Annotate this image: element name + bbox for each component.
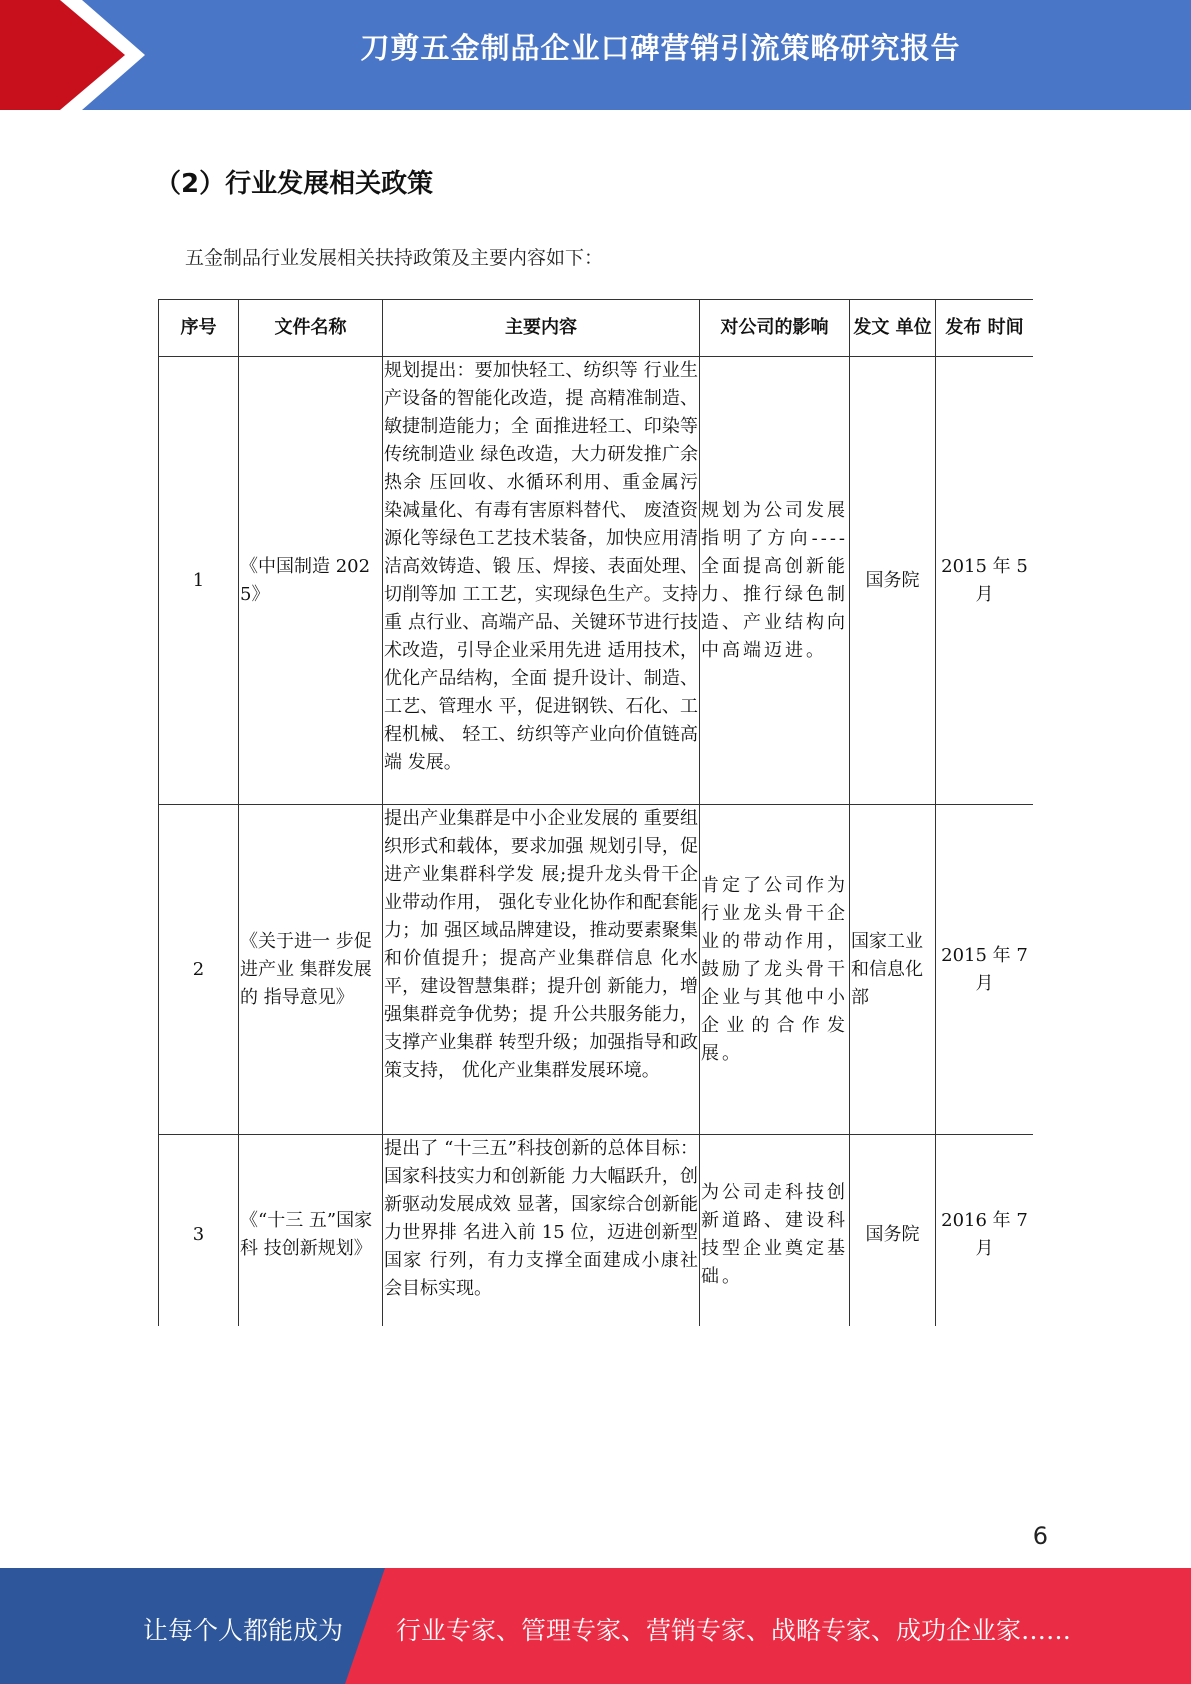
row-index: 3 xyxy=(159,1135,239,1327)
document-title: 刀剪五金制品企业口碑营销引流策略研究报告 xyxy=(360,31,961,65)
row-main-content: 规划提出：要加快轻工、纺织等 行业生产设备的智能化改造，提 高精准制造、敏捷制造能力；全 面推进轻工、印染等传统制造业 绿色改造，大力研发推广余热余 压回收、水循环利用、重金属污 染减量化、有毒有害原料替代、 废渣资源化等绿色工艺技术装备，加快应用清洁高效铸造、锻 压、焊接、表面处理、切削等加 工工艺，实现绿色生产。支持重 点行业、高端产品、关键环节进行技术改造，引导企业采用先进 适用技术，优化产品结构，全面 提升设计、制造、工艺、管理水 平，促进钢铁、石化、工程机械、 轻工、纺织等产业向价值链高端 发展。 xyxy=(383,357,700,805)
policy-table xyxy=(158,299,1033,1326)
row-issuer: 国务院 xyxy=(850,357,936,805)
table-row xyxy=(159,1135,1034,1327)
row-index: 1 xyxy=(159,357,239,805)
row-date: 2015 年 7 月 xyxy=(936,805,1034,1135)
footer-slogan-left: 让每个人都能成为 xyxy=(143,1616,344,1645)
row-impact: 规划为公司发展指明了方向----全面提高创新能力、推行绿色制造、产业结构向中高端迈进。 xyxy=(700,357,850,805)
row-date: 2016 年 7 月 xyxy=(936,1135,1034,1327)
row-main-content: 提出了 “十三五”科技创新的总体目标：国家科技实力和创新能 力大幅跃升，创新驱动发展成效 显著，国家综合创新能力世界排 名进入前 15 位，迈进创新型国家 行列，有力支撑全面建成小康社 会目标实现。 xyxy=(383,1135,700,1327)
header-index: 序号 xyxy=(159,300,239,357)
row-impact: 肯定了公司作为行业龙头骨干企业的带动作用，鼓励了龙头骨干企业与其他中小企业的合作发 展。 xyxy=(700,805,850,1135)
row-index: 2 xyxy=(159,805,239,1135)
header-impact: 对公司的影响 xyxy=(700,300,850,357)
row-document-name: 《中国制造 2025》 xyxy=(239,357,383,805)
section-heading: （2）行业发展相关政策 xyxy=(155,169,434,199)
header-date: 发布 时间 xyxy=(936,300,1034,357)
table-row xyxy=(159,805,1034,1135)
row-document-name: 《关于进一 步促进产业 集群发展的 指导意见》 xyxy=(239,805,383,1135)
row-issuer: 国务院 xyxy=(850,1135,936,1327)
footer-slogan-right: 行业专家、管理专家、营销专家、战略专家、成功企业家…… xyxy=(396,1616,1072,1645)
footer-banner xyxy=(0,1568,1191,1684)
row-document-name: 《“十三 五”国家科 技创新规划》 xyxy=(239,1135,383,1327)
intro-paragraph: 五金制品行业发展相关扶持政策及主要内容如下： xyxy=(185,247,604,269)
header-main-content: 主要内容 xyxy=(383,300,700,357)
header-issuer: 发文 单位 xyxy=(850,300,936,357)
policy-table-container xyxy=(158,299,1033,1326)
table-header-row xyxy=(159,300,1034,357)
table-row xyxy=(159,357,1034,805)
row-main-content: 提出产业集群是中小企业发展的 重要组织形式和载体，要求加强 规划引导，促进产业集群科学发 展;提升龙头骨干企业带动作用， 强化专业化协作和配套能力；加 强区域品牌建设，推动要素聚集 和价值提升；提高产业集群信息 化水平，建设智慧集群；提升创 新能力，增强集群竞争优势；提 升公共服务能力，支撑产业集群 转型升级；加强指导和政策支持， 优化产业集群发展环境。 xyxy=(383,805,700,1135)
page-number: 6 xyxy=(1032,1522,1048,1550)
header-document-name: 文件名称 xyxy=(239,300,383,357)
header-banner xyxy=(0,0,1191,110)
row-issuer: 国家工业和信息化部 xyxy=(850,805,936,1135)
row-date: 2015 年 5 月 xyxy=(936,357,1034,805)
header-red-chevron xyxy=(0,0,145,110)
row-impact: 为公司走科技创新道路、建设科技型企业奠定基础。 xyxy=(700,1135,850,1327)
